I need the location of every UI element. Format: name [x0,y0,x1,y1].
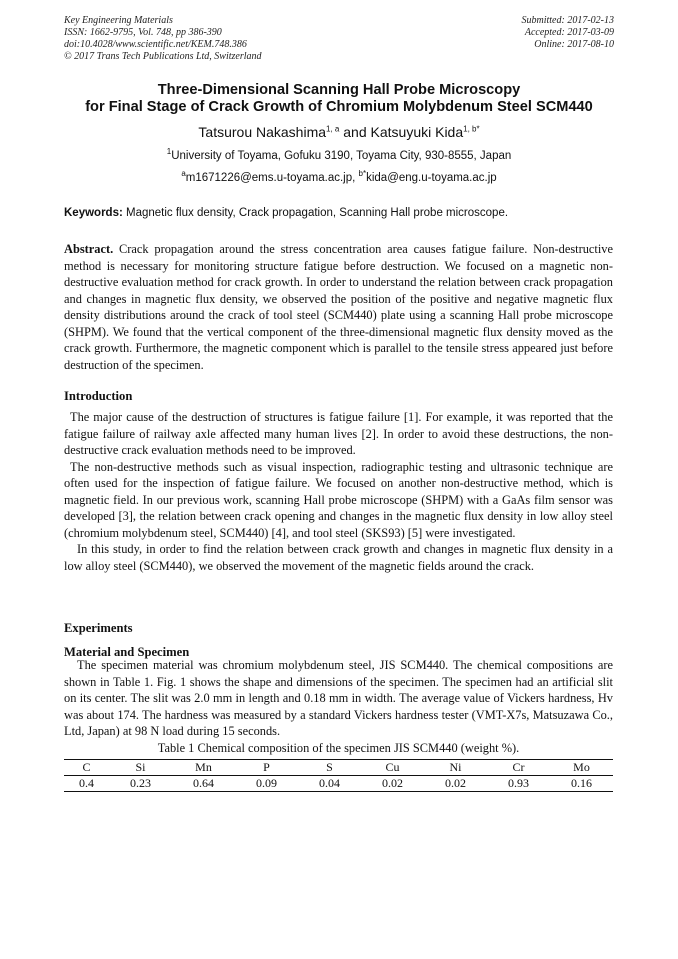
affiliation-text: University of Toyama, Gofuku 3190, Toyama City, 930-8555, Japan [171,150,512,162]
table-header-cell: Cu [385,760,400,774]
table-cell: 0.64 [193,776,214,790]
table-row [64,776,613,792]
introduction-heading: Introduction [64,389,133,403]
abstract-label: Abstract. [64,242,114,256]
table-cell: 0.02 [445,776,466,790]
table-header-cell: Mn [195,760,212,774]
table-cell: 0.09 [256,776,277,790]
author-2: Katsuyuki Kida [370,124,464,140]
title-line-1: Three-Dimensional Scanning Hall Probe Microscopy [157,82,521,98]
online-date: Online: 2017-08-10 [534,39,614,50]
table-1-caption: Table 1 Chemical composition of the specimen JIS SCM440 (weight %). [157,741,520,755]
author-emails [40,171,638,186]
table-header-cell: Si [135,760,146,774]
journal-info [64,15,262,63]
keywords-label: Keywords: [64,207,123,219]
table-cell: 0.16 [571,776,592,790]
email-a-marker: a [181,169,186,179]
chemical-composition-table [64,759,613,792]
keywords-text: Magnetic flux density, Crack propagation, Scanning Hall probe microscope. [122,207,509,219]
table-cell: 0.23 [130,776,151,790]
keywords [64,206,616,221]
material-specimen-heading: Material and Specimen [64,645,190,659]
introduction-paragraph-3: In this study, in order to find the relation between crack growth and changes in magnetic flux density in a low alloy steel (SCM440), we observed the movement of the magnetic fields around the crack. [64,542,613,573]
table-cell: 0.02 [382,776,403,790]
author-1: Tatsurou Nakashima [198,124,327,140]
experiments-heading: Experiments [64,621,133,635]
introduction-paragraph-2: The non-destructive methods such as visual inspection, radiographic testing and ultrasonic technique are often used for the inspection of fatigue failure. We focused on another non-destructive method, which is magnetic field. In our previous work, scanning Hall probe microscope (SHPM) with a GaAs film sensor was developed [3], the relation between crack opening and changes in the magnetic flux density in low alloy steel (chromium molybdenum steel, SCM440) [4], and tool steel (SKS93) [5] were investigated. [64,459,613,540]
table-header-cell: Cr [512,760,525,774]
abstract [64,241,613,373]
author-1-affiliation: 1, a [326,124,340,134]
material-body [64,657,613,740]
copyright: © 2017 Trans Tech Publications Ltd, Switzerland [64,51,262,62]
affiliation-number: 1 [166,147,172,157]
journal-name: Key Engineering Materials [64,15,173,26]
title-line-2: for Final Stage of Crack Growth of Chromium Molybdenum Steel SCM440 [85,99,593,115]
issn: ISSN: 1662-9795, Vol. 748, pp 386-390 [64,27,222,38]
author-conjunction: and [339,124,371,140]
introduction-paragraph-1: The major cause of the destruction of structures is fatigue failure [1]. For example, it was reported that the fatigue failure of railway axle affected many human lives [2]. In order to avoid these destructions, the non-destructive crack evaluation methods need to be improved. [64,410,613,457]
author-2-affiliation: 1, b* [463,124,480,134]
table-cell: 0.04 [319,776,340,790]
doi: doi:10.4028/www.scientific.net/KEM.748.386 [64,39,247,50]
email-b-marker: b* [358,169,367,179]
affiliation [40,149,638,164]
accepted-date: Accepted: 2017-03-09 [524,27,614,38]
material-paragraph: The specimen material was chromium molybdenum steel, JIS SCM440. The chemical compositions are shown in Table 1. Fig. 1 shows the shape and dimensions of the specimen. The specimen had an artificial slit on its center. The slit was 2.0 mm in length and 0.18 mm in width. The average value of Vickers hardness, Hv was about 174. The hardness was measured by a standard Vickers hardness tester (VMT-X7s, Matsuzawa Co., Ltd, Japan) at 98 N load during 15 seconds. [64,658,613,738]
publication-dates [522,15,615,51]
table-header-cell: C [82,760,91,774]
table-header-cell: Mo [573,760,590,774]
table-cell: 0.93 [508,776,529,790]
email-a: m1671226@ems.u-toyama.ac.jp, [185,172,359,184]
table-header-cell: Ni [449,760,462,774]
abstract-text: Crack propagation around the stress concentration area causes fatigue failure. Non-destructive method is necessary for monitoring structure fatigue before destruction. We focused on a magnetic non-destructive evaluation method for crack growth. In order to understand the relation between crack propagation and changes in magnetic flux density, we observed the position of the positive and negative magnetic flux density distributions around the crack of tool steel (SCM440) plate using a scanning Hall probe microscope (SHPM). We found that the vertical component of the three-dimensional magnetic flux density moved as the crack growth. Furthermore, the magnetic component which is parallel to the tensile stress appeared just before destruction of the specimen. [64,242,613,372]
abstract-paragraph [64,241,613,373]
email-b: kida@eng.u-toyama.ac.jp [366,172,497,184]
author-list [40,123,638,141]
table-header-cell: S [326,760,333,774]
table-header-cell: P [263,760,270,774]
table-header-row [64,760,613,776]
introduction-body [64,409,613,574]
submitted-date: Submitted: 2017-02-13 [521,15,614,26]
paper-title [40,82,638,116]
table-cell: 0.4 [79,776,94,790]
